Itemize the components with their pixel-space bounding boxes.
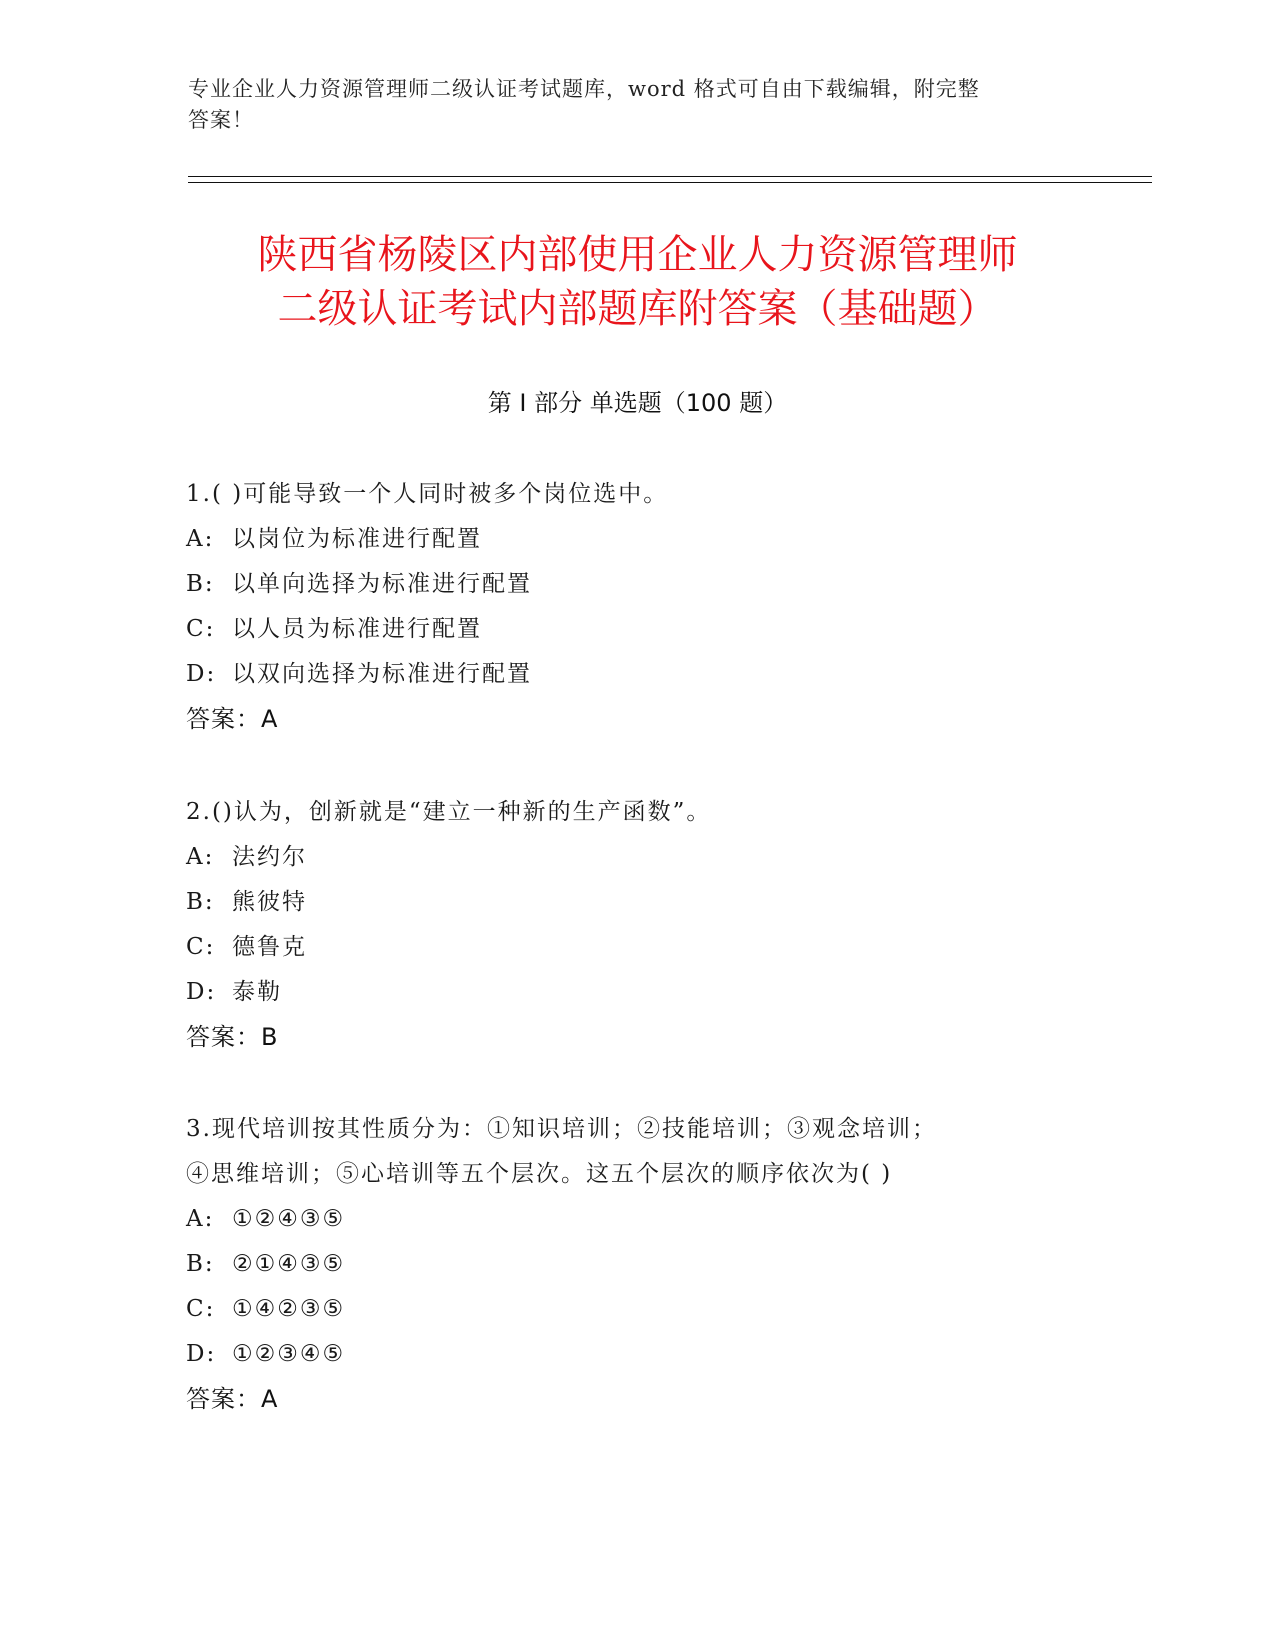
option-text: 德鲁克 bbox=[232, 934, 307, 960]
option-d bbox=[186, 1332, 1086, 1377]
option-text: 法约尔 bbox=[232, 844, 307, 870]
question-text: 1.( )可能导致一个人同时被多个岗位选中。 bbox=[186, 481, 669, 507]
question-text-line-1: 3.现代培训按其性质分为：①知识培训；②技能培训；③观念培训； bbox=[186, 1116, 937, 1142]
option-a bbox=[186, 1197, 1086, 1242]
question-2 bbox=[186, 790, 1086, 1060]
answer: 答案：B bbox=[186, 1023, 279, 1051]
option-b bbox=[186, 562, 1086, 607]
option-text: 泰勒 bbox=[232, 979, 282, 1005]
option-text: ①②③④⑤ bbox=[232, 1341, 346, 1367]
option-a bbox=[186, 835, 1086, 880]
option-letter: B: bbox=[186, 889, 215, 915]
option-letter: A: bbox=[186, 526, 215, 552]
question-text-line-2: ④思维培训；⑤心培训等五个层次。这五个层次的顺序依次为( ) bbox=[186, 1161, 893, 1187]
option-text: ①②④③⑤ bbox=[232, 1206, 346, 1232]
option-letter: B: bbox=[186, 1251, 215, 1277]
question-1 bbox=[186, 472, 1086, 742]
header-divider-top bbox=[188, 176, 1152, 177]
option-text: 以单向选择为标准进行配置 bbox=[232, 571, 532, 597]
document-title-line-1: 陕西省杨陵区内部使用企业人力资源管理师 bbox=[257, 232, 1018, 278]
option-d bbox=[186, 970, 1086, 1015]
option-letter: B: bbox=[186, 571, 215, 597]
header-divider-bottom bbox=[188, 182, 1152, 183]
option-c bbox=[186, 925, 1086, 970]
answer: 答案：A bbox=[186, 1385, 279, 1413]
option-text: ②①④③⑤ bbox=[232, 1251, 346, 1277]
answer: 答案：A bbox=[186, 705, 279, 733]
option-letter: A: bbox=[186, 844, 215, 870]
document-title bbox=[0, 228, 1275, 336]
option-letter: D: bbox=[186, 1341, 217, 1367]
option-letter: D: bbox=[186, 979, 217, 1005]
option-letter: C: bbox=[186, 1296, 216, 1322]
option-b bbox=[186, 1242, 1086, 1287]
document-title-line-2: 二级认证考试内部题库附答案（基础题） bbox=[277, 286, 998, 332]
option-a bbox=[186, 517, 1086, 562]
option-letter: C: bbox=[186, 934, 216, 960]
option-c bbox=[186, 607, 1086, 652]
option-letter: A: bbox=[186, 1206, 215, 1232]
option-letter: D: bbox=[186, 661, 217, 687]
option-b bbox=[186, 880, 1086, 925]
question-3 bbox=[186, 1107, 1086, 1422]
header-note-line-2: 答案！ bbox=[188, 108, 254, 132]
option-text: ①④②③⑤ bbox=[232, 1296, 346, 1322]
header-note bbox=[188, 74, 1068, 136]
option-text: 熊彼特 bbox=[232, 889, 307, 915]
option-text: 以人员为标准进行配置 bbox=[232, 616, 482, 642]
header-note-line-1: 专业企业人力资源管理师二级认证考试题库，word 格式可自由下载编辑，附完整 bbox=[188, 77, 980, 101]
section-heading: 第 I 部分 单选题（100 题） bbox=[487, 389, 788, 417]
option-c bbox=[186, 1287, 1086, 1332]
option-d bbox=[186, 652, 1086, 697]
question-text: 2.()认为，创新就是“建立一种新的生产函数”。 bbox=[186, 799, 712, 825]
option-text: 以岗位为标准进行配置 bbox=[232, 526, 482, 552]
option-letter: C: bbox=[186, 616, 216, 642]
option-text: 以双向选择为标准进行配置 bbox=[232, 661, 532, 687]
